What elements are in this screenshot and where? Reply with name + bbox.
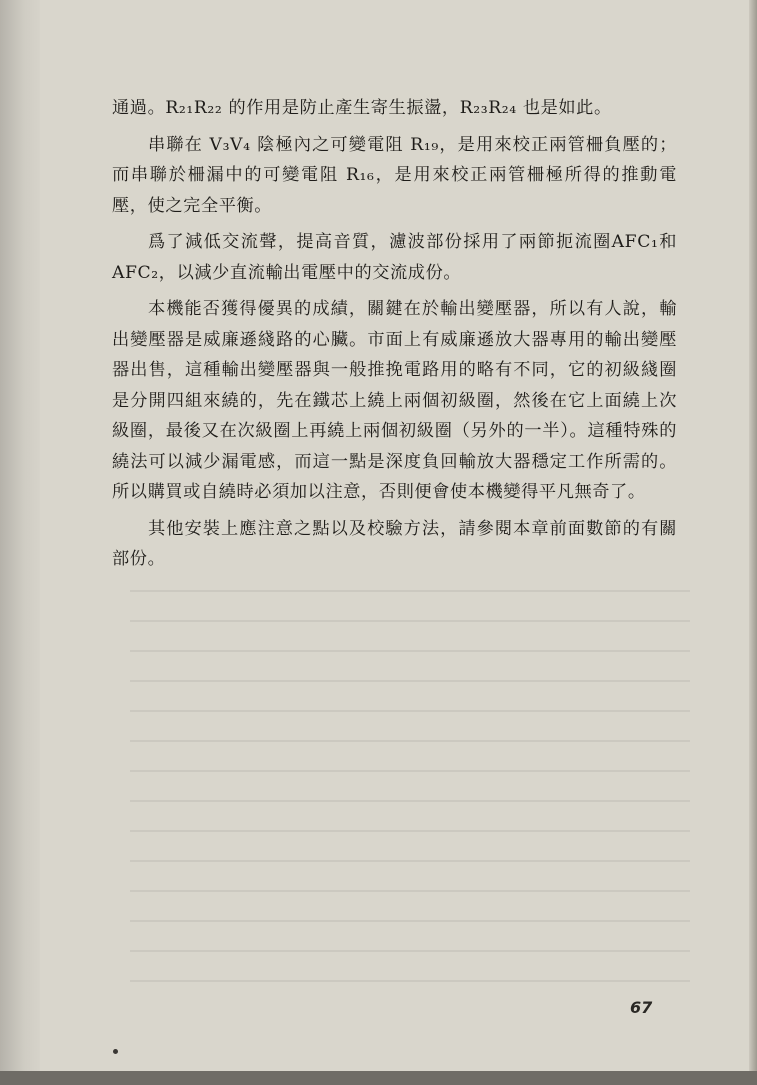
paragraph-1: 通過。R₂₁R₂₂ 的作用是防止產生寄生振盪，R₂₃R₂₄ 也是如此。 (112, 98, 612, 118)
paragraph-5: 其他安裝上應注意之點以及校驗方法，請參閱本章前面數節的有關部份。 (112, 518, 677, 569)
page-spine-shadow (0, 0, 40, 1085)
show-through-texture (130, 590, 690, 990)
page-edge (749, 0, 757, 1085)
scan-bottom-border (0, 1071, 757, 1085)
page-number: 67 (630, 998, 653, 1017)
body-text (112, 93, 677, 581)
paragraph-2: 串聯在 V₃V₄ 陰極內之可變電阻 R₁₉，是用來校正兩管柵負壓的；而串聯於柵漏中的可變電阻 R₁₆，是用來校正兩管柵極所得的推動電壓，使之完全平衡。 (112, 134, 677, 216)
paragraph-3: 爲了減低交流聲，提高音質，濾波部份採用了兩節扼流圈AFC₁和 AFC₂，以減少直流輸出電壓中的交流成份。 (112, 232, 677, 283)
paragraph-4: 本機能否獲得優異的成績，關鍵在於輸出變壓器，所以有人說，輸出變壓器是威廉遜綫路的心臟。市面上有威廉遜放大器專用的輸出變壓器出售，這種輸出變壓器與一般推挽電路用的略有不同，它的初級綫圈是分開四組來繞的，先在鐵芯上繞上兩個初級圈，然後在它上面繞上次級圈，最後又在次級圈上再繞上兩個初級圈（另外的一半）。這種特殊的繞法可以減少漏電感，而這一點是深度負回輸放大器穩定工作所需的。所以購買或自繞時必須加以注意，否則便會使本機變得平凡無奇了。 (112, 299, 677, 502)
ink-speck (113, 1049, 118, 1054)
